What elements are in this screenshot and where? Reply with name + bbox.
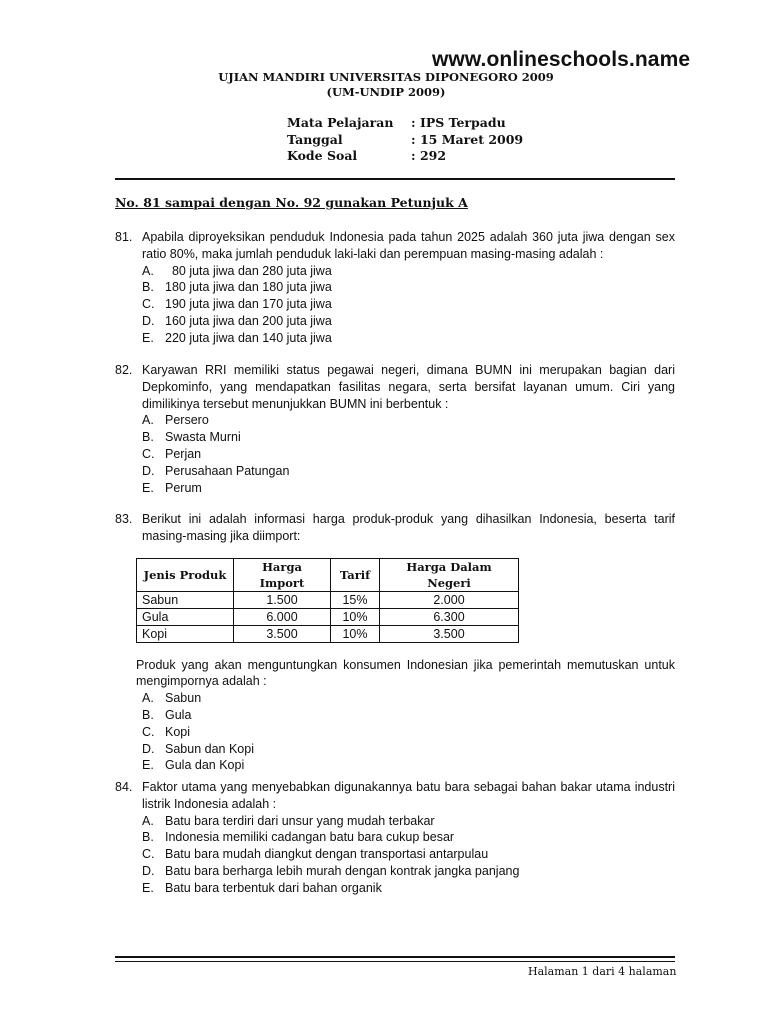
exam-title: UJIAN MANDIRI UNIVERSITAS DIPONEGORO 2009 bbox=[218, 70, 554, 84]
question-text: Berikut ini adalah informasi harga produk-produk yang dihasilkan Indonesia, beserta tarif masing-masing jika diimport: bbox=[142, 512, 675, 543]
question-text: Faktor utama yang menyebabkan digunakannya batu bara sebagai bahan bakar utama industri listrik Indonesia adalah : bbox=[142, 780, 675, 811]
option-letter: A. bbox=[142, 691, 154, 706]
option-letter: A. bbox=[142, 263, 154, 278]
table-cell: 10% bbox=[331, 608, 380, 625]
footer-divider-thin bbox=[115, 961, 675, 962]
option-a bbox=[142, 690, 675, 707]
option-letter: C. bbox=[142, 847, 155, 862]
table-row bbox=[137, 625, 519, 642]
option-b bbox=[142, 707, 675, 724]
question-84 bbox=[115, 779, 675, 897]
option-letter: B. bbox=[142, 707, 154, 722]
option-c bbox=[142, 446, 675, 463]
option-letter: D. bbox=[142, 741, 155, 756]
price-table bbox=[136, 558, 519, 643]
meta-row-date bbox=[287, 132, 523, 147]
option-c bbox=[142, 846, 675, 863]
column-header: Tarif bbox=[331, 558, 380, 591]
meta-label: Tanggal bbox=[287, 132, 343, 147]
option-d bbox=[142, 863, 675, 880]
question-83 bbox=[115, 511, 675, 774]
option-c bbox=[142, 724, 675, 741]
question-number: 83. bbox=[115, 512, 133, 526]
option-letter: C. bbox=[142, 297, 155, 312]
option-d bbox=[142, 741, 675, 758]
option-letter: B. bbox=[142, 430, 154, 445]
option-letter: E. bbox=[142, 758, 154, 773]
table-cell: Sabun bbox=[137, 591, 234, 608]
question-81 bbox=[115, 229, 675, 347]
column-header: Harga Import bbox=[234, 558, 331, 591]
question-number: 82. bbox=[115, 363, 133, 377]
exam-subtitle: (UM-UNDIP 2009) bbox=[326, 85, 446, 99]
table-cell: 3.500 bbox=[380, 625, 519, 642]
meta-label: Kode Soal bbox=[287, 148, 358, 163]
option-text: Persero bbox=[165, 413, 209, 428]
option-text: 80 juta jiwa dan 280 juta jiwa bbox=[165, 263, 332, 278]
option-a bbox=[142, 263, 675, 280]
option-d bbox=[142, 463, 675, 480]
meta-row-subject bbox=[287, 115, 506, 130]
option-text: Perusahaan Patungan bbox=[165, 463, 290, 478]
table-row bbox=[137, 608, 519, 625]
option-letter: E. bbox=[142, 880, 154, 895]
option-text: Batu bara terdiri dari unsur yang mudah terbakar bbox=[165, 813, 435, 828]
option-a bbox=[142, 813, 675, 830]
option-text: Batu bara berharga lebih murah dengan kontrak jangka panjang bbox=[165, 863, 520, 878]
option-letter: A. bbox=[142, 413, 154, 428]
question-text: Karyawan RRI memiliki status pegawai negeri, dimana BUMN ini merupakan bagian dari Depkominfo, yang mendapatkan fasilitas negara, serta bersifat layanan umum. Ciri yang dimilikinya tersebut menunjukkan BUMN ini berbentuk : bbox=[142, 363, 675, 411]
column-header: Jenis Produk bbox=[137, 558, 234, 591]
option-b bbox=[142, 279, 675, 296]
option-text: 190 juta jiwa dan 170 juta jiwa bbox=[165, 297, 332, 312]
option-e bbox=[142, 330, 675, 347]
option-e bbox=[142, 480, 675, 497]
option-letter: C. bbox=[142, 724, 155, 739]
option-text: Kopi bbox=[165, 724, 191, 739]
option-letter: A. bbox=[142, 813, 154, 828]
question-number: 81. bbox=[115, 230, 133, 244]
meta-value: : IPS Terpadu bbox=[411, 115, 506, 130]
option-text: Sabun dan Kopi bbox=[165, 741, 254, 756]
column-header: Harga Dalam Negeri bbox=[380, 558, 519, 591]
table-row bbox=[137, 591, 519, 608]
option-text: Indonesia memiliki cadangan batu bara cukup besar bbox=[165, 830, 455, 845]
option-letter: B. bbox=[142, 280, 154, 295]
meta-label: Mata Pelajaran bbox=[287, 115, 394, 130]
option-text: Batu bara terbentuk dari bahan organik bbox=[165, 880, 382, 895]
option-letter: E. bbox=[142, 330, 154, 345]
meta-value: : 15 Maret 2009 bbox=[411, 132, 524, 147]
header-divider bbox=[115, 178, 675, 180]
option-c bbox=[142, 296, 675, 313]
table-cell: 2.000 bbox=[380, 591, 519, 608]
option-letter: B. bbox=[142, 830, 154, 845]
option-text: 180 juta jiwa dan 180 juta jiwa bbox=[165, 280, 332, 295]
option-b bbox=[142, 829, 675, 846]
table-cell: 6.000 bbox=[234, 608, 331, 625]
question-text: Apabila diproyeksikan penduduk Indonesia pada tahun 2025 adalah 360 juta jiwa dengan sex ratio 80%, maka jumlah penduduk laki-laki dan perempuan masing-masing adalah : bbox=[142, 230, 675, 261]
option-e bbox=[142, 757, 675, 774]
page-footer: Halaman 1 dari 4 halaman bbox=[528, 965, 677, 978]
option-b bbox=[142, 429, 675, 446]
option-text: Perjan bbox=[165, 446, 202, 461]
option-d bbox=[142, 313, 675, 330]
site-url: www.onlineschools.name bbox=[432, 48, 691, 71]
option-text: Swasta Murni bbox=[165, 430, 241, 445]
option-letter: D. bbox=[142, 463, 155, 478]
option-text: 160 juta jiwa dan 200 juta jiwa bbox=[165, 313, 332, 328]
question-82 bbox=[115, 362, 675, 496]
option-text: 220 juta jiwa dan 140 juta jiwa bbox=[165, 330, 332, 345]
option-text: Batu bara mudah diangkut dengan transportasi antarpulau bbox=[165, 847, 489, 862]
option-letter: D. bbox=[142, 863, 155, 878]
option-text: Gula dan Kopi bbox=[165, 758, 245, 773]
option-e bbox=[142, 880, 675, 897]
option-letter: E. bbox=[142, 480, 154, 495]
option-a bbox=[142, 412, 675, 429]
meta-row-code bbox=[287, 148, 446, 163]
footer-divider bbox=[115, 956, 675, 958]
question-number: 84. bbox=[115, 780, 133, 794]
option-text: Perum bbox=[165, 480, 202, 495]
option-text: Sabun bbox=[165, 691, 202, 706]
instruction: No. 81 sampai dengan No. 92 gunakan Petunjuk A bbox=[115, 195, 468, 210]
option-letter: D. bbox=[142, 313, 155, 328]
table-cell: Gula bbox=[137, 608, 234, 625]
option-text: Gula bbox=[165, 707, 192, 722]
table-cell: 10% bbox=[331, 625, 380, 642]
table-cell: 1.500 bbox=[234, 591, 331, 608]
option-letter: C. bbox=[142, 446, 155, 461]
table-cell: 3.500 bbox=[234, 625, 331, 642]
table-cell: Kopi bbox=[137, 625, 234, 642]
table-header-row bbox=[137, 558, 519, 591]
table-cell: 15% bbox=[331, 591, 380, 608]
meta-value: : 292 bbox=[411, 148, 447, 163]
question-followup-text: Produk yang akan menguntungkan konsumen Indonesian jika pemerintah memutuskan untuk mengimpornya adalah : bbox=[136, 657, 675, 689]
table-cell: 6.300 bbox=[380, 608, 519, 625]
